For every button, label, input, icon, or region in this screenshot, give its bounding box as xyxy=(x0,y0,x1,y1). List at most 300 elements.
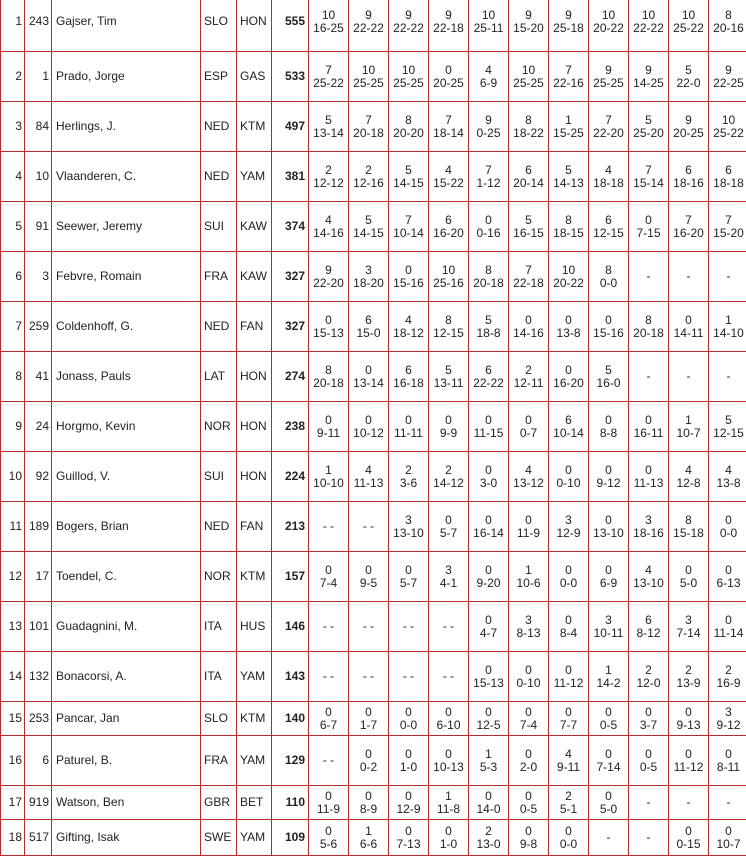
race-points: 9 xyxy=(549,9,588,22)
race-result-cell xyxy=(509,402,549,452)
race-points: 1 xyxy=(429,790,468,803)
race-points: 2 xyxy=(549,790,588,803)
race-points: - xyxy=(629,796,668,809)
race-result-cell xyxy=(469,0,509,52)
heat-points: 25-11 xyxy=(469,22,508,35)
standings-row xyxy=(1,602,746,652)
race-result-cell xyxy=(549,352,589,402)
heat-points: 25-22 xyxy=(669,22,708,35)
nationality-cell: SLO xyxy=(201,702,237,736)
heat-points: 15-18 xyxy=(669,527,708,540)
race-result-cell xyxy=(509,786,549,820)
brand-cell: KTM xyxy=(237,102,272,152)
position-cell: 16 xyxy=(1,736,25,786)
race-result-cell xyxy=(549,702,589,736)
race-result-cell xyxy=(669,152,709,202)
race-points: 0 xyxy=(549,825,588,838)
race-result-cell xyxy=(509,202,549,252)
position-cell: 8 xyxy=(1,352,25,402)
heat-points: 0-5 xyxy=(629,761,668,774)
race-points: 0 xyxy=(349,364,388,377)
race-points: 10 xyxy=(549,264,588,277)
heat-points: 12-15 xyxy=(709,427,746,440)
position-cell: 17 xyxy=(1,786,25,820)
position-cell: 18 xyxy=(1,820,25,856)
race-points: 3 xyxy=(669,614,708,627)
race-points: 0 xyxy=(469,614,508,627)
race-points: 6 xyxy=(629,614,668,627)
race-points: 6 xyxy=(509,164,548,177)
race-result-cell xyxy=(709,552,746,602)
heat-points: 7-4 xyxy=(509,719,548,732)
heat-points: 20-25 xyxy=(429,77,468,90)
heat-points: 3-0 xyxy=(469,477,508,490)
race-result-cell xyxy=(389,820,429,856)
race-points: 0 xyxy=(589,706,628,719)
heat-points: 22-16 xyxy=(549,77,588,90)
race-points: 0 xyxy=(429,414,468,427)
race-points: 4 xyxy=(669,464,708,477)
race-points: 0 xyxy=(589,314,628,327)
heat-points: 25-25 xyxy=(509,77,548,90)
race-points: 8 xyxy=(629,314,668,327)
race-points: 0 xyxy=(509,748,548,761)
standings-body xyxy=(1,0,746,856)
brand-cell: FAN xyxy=(237,502,272,552)
race-points: 1 xyxy=(549,114,588,127)
heat-points: 0-7 xyxy=(509,427,548,440)
race-result-cell xyxy=(389,652,429,702)
race-points: 5 xyxy=(589,364,628,377)
race-result-cell xyxy=(469,352,509,402)
race-points: 0 xyxy=(669,748,708,761)
race-result-cell xyxy=(469,402,509,452)
race-result-cell xyxy=(709,402,746,452)
brand-cell: KTM xyxy=(237,552,272,602)
race-result-cell xyxy=(669,0,709,52)
heat-points: 11-12 xyxy=(549,677,588,690)
nationality-cell: ESP xyxy=(201,52,237,102)
race-points: - - xyxy=(349,520,388,533)
race-result-cell xyxy=(669,202,709,252)
heat-points: 14-16 xyxy=(509,327,548,340)
race-points: 0 xyxy=(389,706,428,719)
heat-points: 0-0 xyxy=(589,277,628,290)
heat-points: 2-0 xyxy=(509,761,548,774)
standings-row xyxy=(1,820,746,856)
race-points: - xyxy=(709,370,746,383)
race-result-cell xyxy=(429,202,469,252)
rider-number-cell: 517 xyxy=(25,820,52,856)
heat-points: 11-9 xyxy=(309,803,348,816)
race-points: 5 xyxy=(549,164,588,177)
race-result-cell xyxy=(389,0,429,52)
heat-points: 16-11 xyxy=(629,427,668,440)
rider-number-cell: 84 xyxy=(25,102,52,152)
race-points: 0 xyxy=(629,214,668,227)
points-cell: 381 xyxy=(272,152,309,202)
race-points: 0 xyxy=(549,614,588,627)
brand-cell: KTM xyxy=(237,702,272,736)
heat-points: 18-16 xyxy=(669,177,708,190)
race-points: 7 xyxy=(469,164,508,177)
race-result-cell xyxy=(709,736,746,786)
race-points: - xyxy=(589,831,628,844)
race-result-cell xyxy=(629,736,669,786)
race-points: 3 xyxy=(549,514,588,527)
race-points: 2 xyxy=(709,664,746,677)
race-points: - xyxy=(629,831,668,844)
race-result-cell xyxy=(429,552,469,602)
race-points: 9 xyxy=(309,264,348,277)
race-points: 0 xyxy=(389,564,428,577)
heat-points: 13-14 xyxy=(309,127,348,140)
heat-points: 22-22 xyxy=(629,22,668,35)
race-result-cell xyxy=(629,702,669,736)
rider-name-cell: Gifting, Isak xyxy=(52,820,201,856)
position-cell: 15 xyxy=(1,702,25,736)
race-result-cell xyxy=(389,786,429,820)
rider-number-cell: 101 xyxy=(25,602,52,652)
position-cell: 1 xyxy=(1,0,25,52)
heat-points: 12-15 xyxy=(589,227,628,240)
rider-number-cell: 41 xyxy=(25,352,52,402)
race-result-cell xyxy=(709,0,746,52)
rider-name-cell: Watson, Ben xyxy=(52,786,201,820)
race-points: 3 xyxy=(429,564,468,577)
race-points: 0 xyxy=(429,748,468,761)
nationality-cell: NED xyxy=(201,152,237,202)
race-points: 0 xyxy=(669,314,708,327)
race-result-cell xyxy=(309,252,349,302)
race-points: - - xyxy=(349,670,388,683)
brand-cell: HON xyxy=(237,452,272,502)
standings-row xyxy=(1,202,746,252)
points-cell: 238 xyxy=(272,402,309,452)
race-points: 0 xyxy=(509,314,548,327)
race-result-cell xyxy=(589,202,629,252)
race-points: 7 xyxy=(389,214,428,227)
standings-row xyxy=(1,0,746,52)
race-points: - - xyxy=(389,620,428,633)
heat-points: 12-9 xyxy=(389,803,428,816)
heat-points: 15-20 xyxy=(509,22,548,35)
heat-points: 12-15 xyxy=(429,327,468,340)
heat-points: 5-6 xyxy=(309,838,348,851)
race-points: 0 xyxy=(549,314,588,327)
heat-points: 10-6 xyxy=(509,577,548,590)
heat-points: 5-7 xyxy=(389,577,428,590)
race-result-cell xyxy=(429,786,469,820)
heat-points: 22-22 xyxy=(349,22,388,35)
race-result-cell xyxy=(549,452,589,502)
rider-name-cell: Toendel, C. xyxy=(52,552,201,602)
heat-points: 9-8 xyxy=(509,838,548,851)
points-cell: 327 xyxy=(272,252,309,302)
race-points: 0 xyxy=(389,414,428,427)
nationality-cell: NED xyxy=(201,502,237,552)
race-points: 6 xyxy=(709,164,746,177)
race-points: - - xyxy=(389,670,428,683)
race-result-cell xyxy=(669,102,709,152)
race-points: 3 xyxy=(709,706,746,719)
race-result-cell xyxy=(669,702,709,736)
race-points: 0 xyxy=(389,748,428,761)
race-result-cell xyxy=(509,502,549,552)
race-result-cell xyxy=(629,402,669,452)
heat-points: 9-20 xyxy=(469,577,508,590)
race-result-cell xyxy=(669,402,709,452)
race-result-cell xyxy=(549,402,589,452)
heat-points: 22-25 xyxy=(709,77,746,90)
race-result-cell xyxy=(349,786,389,820)
heat-points: 13-11 xyxy=(429,377,468,390)
race-result-cell xyxy=(309,702,349,736)
heat-points: 8-4 xyxy=(549,627,588,640)
nationality-cell: NOR xyxy=(201,552,237,602)
rider-name-cell: Paturel, B. xyxy=(52,736,201,786)
race-result-cell xyxy=(349,702,389,736)
standings-row xyxy=(1,352,746,402)
heat-points: 22-22 xyxy=(469,377,508,390)
heat-points: 7-14 xyxy=(589,761,628,774)
race-result-cell xyxy=(309,52,349,102)
race-result-cell xyxy=(629,602,669,652)
heat-points: 11-13 xyxy=(349,477,388,490)
heat-points: 8-8 xyxy=(589,427,628,440)
position-cell: 5 xyxy=(1,202,25,252)
rider-name-cell: Guillod, V. xyxy=(52,452,201,502)
race-points: 9 xyxy=(469,114,508,127)
race-points: 6 xyxy=(669,164,708,177)
heat-points: 14-10 xyxy=(709,327,746,340)
heat-points: 10-12 xyxy=(349,427,388,440)
race-result-cell xyxy=(709,820,746,856)
race-result-cell xyxy=(549,552,589,602)
race-result-cell xyxy=(669,502,709,552)
race-points: 0 xyxy=(629,706,668,719)
race-points: 7 xyxy=(629,164,668,177)
race-points: 8 xyxy=(429,314,468,327)
race-result-cell xyxy=(469,102,509,152)
race-points: 10 xyxy=(349,64,388,77)
heat-points: 18-16 xyxy=(629,527,668,540)
rider-name-cell: Guadagnini, M. xyxy=(52,602,201,652)
heat-points: 13-8 xyxy=(549,327,588,340)
brand-cell: KAW xyxy=(237,252,272,302)
race-points: 9 xyxy=(709,64,746,77)
race-result-cell xyxy=(549,502,589,552)
race-points: 0 xyxy=(509,664,548,677)
brand-cell: YAM xyxy=(237,152,272,202)
nationality-cell: LAT xyxy=(201,352,237,402)
race-result-cell xyxy=(629,820,669,856)
race-result-cell xyxy=(469,202,509,252)
race-result-cell xyxy=(309,502,349,552)
race-points: 2 xyxy=(389,464,428,477)
race-points: 0 xyxy=(349,414,388,427)
race-points: 10 xyxy=(589,9,628,22)
nationality-cell: FRA xyxy=(201,736,237,786)
race-result-cell xyxy=(549,52,589,102)
heat-points: 25-16 xyxy=(429,277,468,290)
race-points: 0 xyxy=(509,825,548,838)
points-cell: 129 xyxy=(272,736,309,786)
race-result-cell xyxy=(709,252,746,302)
race-result-cell xyxy=(389,402,429,452)
heat-points: 6-7 xyxy=(309,719,348,732)
race-points: 5 xyxy=(629,114,668,127)
race-result-cell xyxy=(389,202,429,252)
race-points: 7 xyxy=(349,114,388,127)
race-points: 2 xyxy=(509,364,548,377)
race-points: 3 xyxy=(389,514,428,527)
race-points: - xyxy=(669,370,708,383)
heat-points: 6-13 xyxy=(709,577,746,590)
points-cell: 157 xyxy=(272,552,309,602)
race-points: 6 xyxy=(389,364,428,377)
race-result-cell xyxy=(469,652,509,702)
race-result-cell xyxy=(309,352,349,402)
race-points: - - xyxy=(429,620,468,633)
standings-row xyxy=(1,736,746,786)
race-result-cell xyxy=(429,602,469,652)
race-result-cell xyxy=(349,252,389,302)
heat-points: 25-22 xyxy=(309,77,348,90)
race-result-cell xyxy=(349,736,389,786)
race-result-cell xyxy=(709,452,746,502)
race-result-cell xyxy=(589,252,629,302)
heat-points: 20-25 xyxy=(669,127,708,140)
standings-row xyxy=(1,452,746,502)
race-result-cell xyxy=(429,252,469,302)
heat-points: 11-8 xyxy=(429,803,468,816)
heat-points: 6-9 xyxy=(469,77,508,90)
heat-points: 16-14 xyxy=(469,527,508,540)
race-points: 0 xyxy=(389,825,428,838)
heat-points: 0-10 xyxy=(549,477,588,490)
race-result-cell xyxy=(509,820,549,856)
race-result-cell xyxy=(349,202,389,252)
race-points: 0 xyxy=(469,664,508,677)
race-points: 0 xyxy=(669,564,708,577)
rider-name-cell: Bonacorsi, A. xyxy=(52,652,201,702)
brand-cell: GAS xyxy=(237,52,272,102)
race-points: 0 xyxy=(349,706,388,719)
nationality-cell: ITA xyxy=(201,652,237,702)
points-cell: 327 xyxy=(272,302,309,352)
race-result-cell xyxy=(349,302,389,352)
race-result-cell xyxy=(709,302,746,352)
brand-cell: FAN xyxy=(237,302,272,352)
race-points: 9 xyxy=(509,9,548,22)
race-points: 4 xyxy=(389,314,428,327)
race-points: 7 xyxy=(709,214,746,227)
heat-points: 5-0 xyxy=(669,577,708,590)
heat-points: 14-0 xyxy=(469,803,508,816)
race-result-cell xyxy=(429,0,469,52)
heat-points: 18-20 xyxy=(349,277,388,290)
race-points: 6 xyxy=(549,414,588,427)
heat-points: 0-16 xyxy=(469,227,508,240)
heat-points: 0-5 xyxy=(509,803,548,816)
points-cell: 374 xyxy=(272,202,309,252)
points-cell: 140 xyxy=(272,702,309,736)
race-points: 8 xyxy=(509,114,548,127)
position-cell: 2 xyxy=(1,52,25,102)
heat-points: 12-12 xyxy=(309,177,348,190)
nationality-cell: SWE xyxy=(201,820,237,856)
race-result-cell xyxy=(309,736,349,786)
points-cell: 497 xyxy=(272,102,309,152)
race-result-cell xyxy=(669,52,709,102)
heat-points: 7-7 xyxy=(549,719,588,732)
brand-cell: HON xyxy=(237,352,272,402)
heat-points: 9-12 xyxy=(589,477,628,490)
heat-points: 15-20 xyxy=(709,227,746,240)
race-result-cell xyxy=(309,0,349,52)
heat-points: 15-13 xyxy=(469,677,508,690)
nationality-cell: SUI xyxy=(201,452,237,502)
heat-points: 13-9 xyxy=(669,677,708,690)
race-result-cell xyxy=(549,602,589,652)
race-points: 0 xyxy=(709,748,746,761)
race-points: 5 xyxy=(669,64,708,77)
race-result-cell xyxy=(589,652,629,702)
heat-points: 8-13 xyxy=(509,627,548,640)
race-points: 5 xyxy=(429,364,468,377)
race-result-cell xyxy=(469,702,509,736)
race-points: 4 xyxy=(309,214,348,227)
points-cell: 274 xyxy=(272,352,309,402)
heat-points: 8-12 xyxy=(629,627,668,640)
heat-points: 14-25 xyxy=(629,77,668,90)
race-points: - xyxy=(709,796,746,809)
race-result-cell xyxy=(389,52,429,102)
heat-points: 9-9 xyxy=(429,427,468,440)
standings-row xyxy=(1,502,746,552)
race-result-cell xyxy=(589,702,629,736)
race-points: 3 xyxy=(509,614,548,627)
race-result-cell xyxy=(429,820,469,856)
heat-points: 13-8 xyxy=(709,477,746,490)
race-points: 0 xyxy=(709,564,746,577)
rider-name-cell: Vlaanderen, C. xyxy=(52,152,201,202)
heat-points: 20-20 xyxy=(389,127,428,140)
standings-row xyxy=(1,252,746,302)
rider-number-cell: 3 xyxy=(25,252,52,302)
race-points: 8 xyxy=(589,264,628,277)
race-points: 1 xyxy=(509,564,548,577)
race-result-cell xyxy=(709,202,746,252)
race-points: - xyxy=(709,270,746,283)
race-points: 10 xyxy=(509,64,548,77)
heat-points: 6-10 xyxy=(429,719,468,732)
race-points: 4 xyxy=(549,748,588,761)
race-result-cell xyxy=(389,252,429,302)
heat-points: 10-13 xyxy=(429,761,468,774)
heat-points: 13-12 xyxy=(509,477,548,490)
race-result-cell xyxy=(469,602,509,652)
race-result-cell xyxy=(709,102,746,152)
race-points: 4 xyxy=(589,164,628,177)
race-points: 4 xyxy=(709,464,746,477)
race-result-cell xyxy=(349,502,389,552)
heat-points: 20-18 xyxy=(629,327,668,340)
rider-number-cell: 132 xyxy=(25,652,52,702)
heat-points: 14-11 xyxy=(669,327,708,340)
rider-number-cell: 1 xyxy=(25,52,52,102)
